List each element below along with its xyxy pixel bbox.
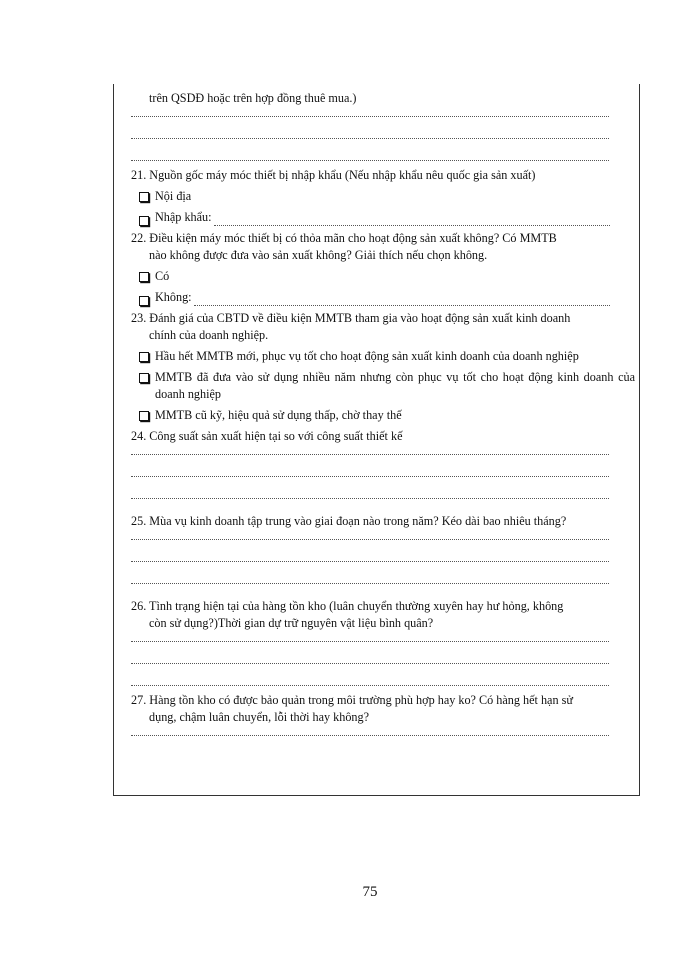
answer-line[interactable] [131, 151, 609, 161]
checkbox-icon[interactable] [139, 411, 149, 421]
question-24-text: 24. Công suất sản xuất hiện tại so với công suất thiết kế [131, 429, 403, 443]
question-27-text-line1: 27. Hàng tồn kho có được bảo quản trong môi trường phù hợp hay ko? Có hàng hết hạn sử [131, 693, 573, 707]
answer-line[interactable] [131, 530, 609, 540]
checkbox-icon[interactable] [139, 296, 149, 306]
question-23-text-line2: chính của doanh nghiệp. [149, 328, 269, 342]
answer-line[interactable] [131, 574, 609, 584]
option-label: Nhập khẩu: [155, 210, 212, 224]
question-22 [131, 230, 635, 306]
question-23-text-line1: 23. Đánh giá của CBTD về điều kiện MMTB tham gia vào hoạt động sản xuất kinh doanh [131, 311, 571, 325]
nhap-khau-answer-line[interactable] [214, 213, 610, 226]
question-23 [131, 310, 635, 424]
option-label: Không: [155, 290, 192, 304]
option-label: MMTB cũ kỹ, hiệu quả sử dụng thấp, chờ thay thế [155, 408, 402, 422]
option-mmtb-con-tot[interactable] [139, 369, 635, 403]
answer-line[interactable] [131, 107, 609, 117]
checkbox-icon[interactable] [139, 373, 149, 383]
checkbox-icon[interactable] [139, 352, 149, 362]
question-25-text: 25. Mùa vụ kinh doanh tập trung vào giai đoạn nào trong năm? Kéo dài bao nhiêu tháng? [131, 514, 567, 528]
answer-line[interactable] [131, 129, 609, 139]
checkbox-icon[interactable] [139, 272, 149, 282]
answer-line[interactable] [131, 632, 609, 642]
option-nhap-khau[interactable] [139, 209, 635, 226]
option-mmtb-cu-ky[interactable] [139, 407, 635, 424]
option-label: MMTB đã đưa vào sử dụng nhiều năm nhưng còn phục vụ tốt cho hoạt động kinh doanh của doanh nghiệp [155, 370, 635, 401]
question-26-text-line1: 26. Tình trạng hiện tại của hàng tồn kho (luân chuyển thường xuyên hay hư hỏng, không [131, 599, 564, 613]
question-26 [131, 598, 635, 686]
question-27-text-line2: dụng, chậm luân chuyển, lỗi thời hay không? [149, 710, 370, 724]
answer-line[interactable] [131, 467, 609, 477]
question-25 [131, 513, 635, 584]
question-27 [131, 692, 635, 736]
question-26-text-line2: còn sử dụng?)Thời gian dự trữ nguyên vật liệu bình quân? [149, 616, 434, 630]
answer-line[interactable] [131, 654, 609, 664]
checkbox-icon[interactable] [139, 216, 149, 226]
checkbox-icon[interactable] [139, 192, 149, 202]
page-number: 75 [362, 884, 378, 900]
question-21 [131, 167, 635, 226]
questionnaire-body [131, 84, 635, 748]
answer-line[interactable] [131, 726, 609, 736]
option-mmtb-moi[interactable] [139, 348, 635, 365]
intro-tail-text: trên QSDĐ hoặc trên hợp đồng thuê mua.) [149, 91, 357, 105]
question-22-text-line1: 22. Điều kiện máy móc thiết bị có thỏa mãn cho hoạt động sản xuất không? Có MMTB [131, 231, 557, 245]
answer-line[interactable] [131, 676, 609, 686]
option-khong[interactable] [139, 289, 635, 306]
option-noi-dia[interactable] [139, 188, 635, 205]
question-21-text: 21. Nguồn gốc máy móc thiết bị nhập khẩu (Nếu nhập khẩu nêu quốc gia sản xuất) [131, 168, 536, 182]
question-24 [131, 428, 635, 499]
khong-answer-line[interactable] [194, 293, 610, 306]
question-22-text-line2: nào không được đưa vào sản xuất không? Giải thích nếu chọn không. [149, 248, 488, 262]
answer-line[interactable] [131, 445, 609, 455]
option-label: Nội địa [155, 189, 192, 203]
option-label: Có [155, 269, 170, 283]
answer-line[interactable] [131, 552, 609, 562]
option-label: Hầu hết MMTB mới, phục vụ tốt cho hoạt động sản xuất kinh doanh của doanh nghiệp [155, 349, 579, 363]
option-co[interactable] [139, 268, 635, 285]
answer-line[interactable] [131, 489, 609, 499]
